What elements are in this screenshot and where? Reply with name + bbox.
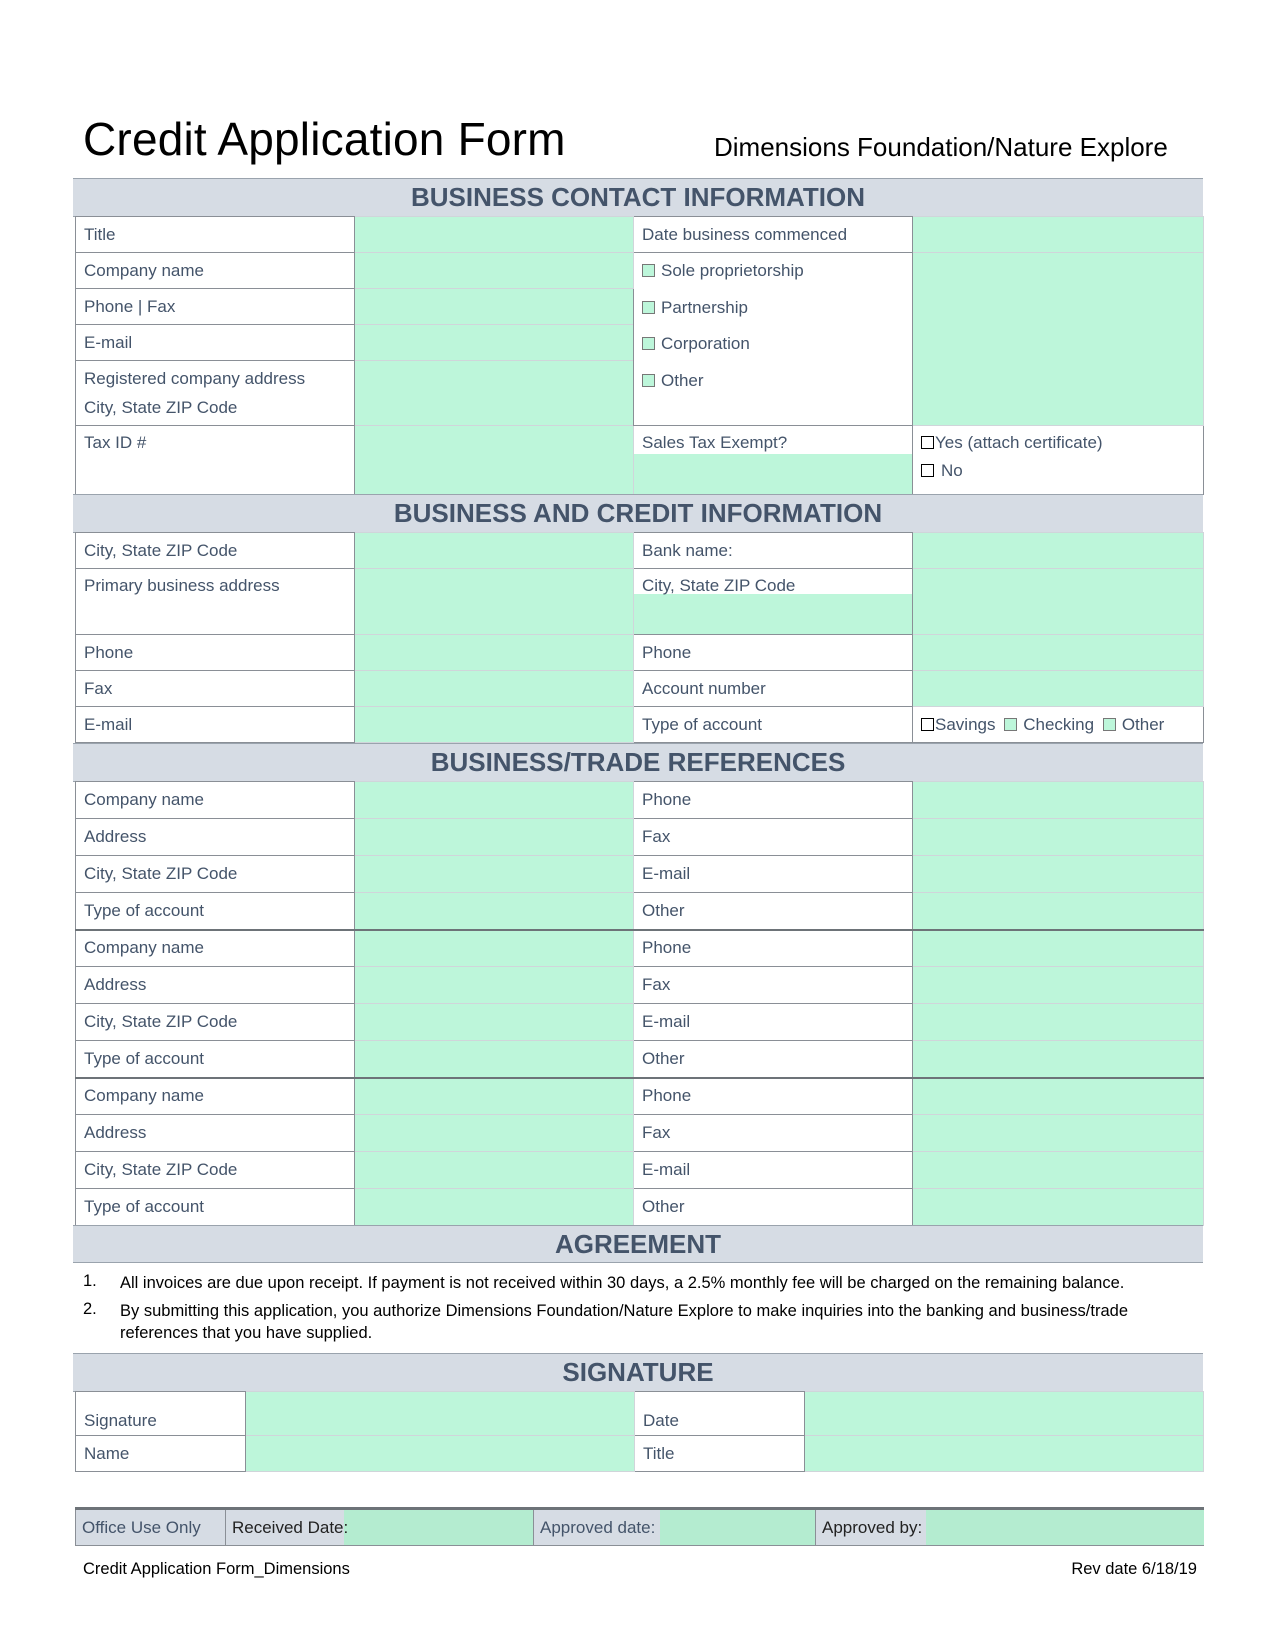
tax-id-label: Tax ID # (76, 426, 355, 495)
date-commenced-field[interactable] (913, 217, 1204, 253)
ref-field[interactable] (913, 967, 1204, 1004)
company-name-field[interactable] (355, 253, 634, 289)
account-type-label: Type of account (634, 707, 913, 743)
ref-field[interactable] (913, 856, 1204, 893)
bank-name-field[interactable] (913, 533, 1204, 569)
ref-field[interactable] (355, 1189, 634, 1226)
approved-date-field[interactable] (660, 1509, 816, 1546)
signature-label: Signature (76, 1392, 246, 1436)
bank-phone-label: Phone (634, 635, 913, 671)
title-label: Title (76, 217, 355, 253)
ref-label: Company name (76, 1078, 355, 1115)
ref-label: E-mail (634, 1152, 913, 1189)
ref-field[interactable] (913, 1152, 1204, 1189)
ref-label: Other (634, 1041, 913, 1078)
ref-field[interactable] (913, 1115, 1204, 1152)
credit-phone-label: Phone (76, 635, 355, 671)
credit-phone-field[interactable] (355, 635, 634, 671)
approved-by-field[interactable] (926, 1509, 1204, 1546)
checkbox-icon[interactable] (1004, 718, 1017, 731)
ref-field[interactable] (355, 819, 634, 856)
ref-field[interactable] (913, 893, 1204, 930)
ref-label: City, State ZIP Code (76, 856, 355, 893)
sales-tax-label: Sales Tax Exempt? (642, 433, 788, 452)
checkbox-icon[interactable] (1103, 718, 1116, 731)
signature-title-field[interactable] (805, 1436, 1204, 1472)
ref-field[interactable] (355, 893, 634, 930)
entity-type-options (634, 253, 913, 426)
email-label: E-mail (76, 325, 355, 361)
credit-city-field[interactable] (355, 533, 634, 569)
checkbox-icon[interactable] (642, 337, 655, 350)
account-type-options (913, 707, 1204, 743)
tax-option-yes[interactable]: Yes (attach certificate) (921, 433, 1195, 453)
entity-option-other[interactable]: Other (642, 363, 904, 400)
footer-document-name: Credit Application Form_Dimensions (83, 1560, 350, 1578)
agreement-item-text: By submitting this application, you authorize Dimensions Foundation/Nature Explore to make inquiries into the banking and business/trade references that you have supplied. (120, 1302, 1128, 1342)
ref-field[interactable] (913, 1078, 1204, 1115)
ref-label: Address (76, 1115, 355, 1152)
ref-label: Phone (634, 930, 913, 967)
bank-phone-field[interactable] (913, 635, 1204, 671)
tax-id-field[interactable] (355, 426, 634, 495)
ref-label: Fax (634, 819, 913, 856)
ref-label: Phone (634, 782, 913, 819)
ref-field[interactable] (913, 782, 1204, 819)
bank-city-field-2[interactable] (913, 569, 1204, 635)
approved-date-label: Approved date: (534, 1509, 660, 1546)
signature-date-label: Date (635, 1392, 805, 1436)
bank-name-label: Bank name: (634, 533, 913, 569)
received-date-label: Received Date: (226, 1509, 344, 1546)
signature-table (75, 1391, 1204, 1472)
contact-section-header: BUSINESS CONTACT INFORMATION (73, 178, 1203, 217)
organization-name: Dimensions Foundation/Nature Explore (714, 132, 1168, 162)
entity-other-field[interactable] (913, 253, 1204, 426)
ref-label: Fax (634, 1115, 913, 1152)
signature-field[interactable] (246, 1392, 635, 1436)
credit-section-header: BUSINESS AND CREDIT INFORMATION (73, 494, 1203, 533)
checkbox-icon[interactable] (642, 374, 655, 387)
signature-title-label: Title (635, 1436, 805, 1472)
phone-fax-label: Phone | Fax (76, 289, 355, 325)
bank-city-label: City, State ZIP Code (642, 576, 796, 595)
ref-field[interactable] (355, 967, 634, 1004)
ref-label: E-mail (634, 856, 913, 893)
ref-label: City, State ZIP Code (76, 1004, 355, 1041)
ref-field[interactable] (355, 782, 634, 819)
ref-field[interactable] (355, 1004, 634, 1041)
phone-fax-field[interactable] (355, 289, 634, 325)
primary-address-field[interactable] (355, 569, 634, 635)
ref-label: Address (76, 819, 355, 856)
credit-table (75, 532, 1204, 743)
agreement-item (83, 1300, 1193, 1346)
checkbox-icon[interactable] (642, 301, 655, 314)
ref-label: Address (76, 967, 355, 1004)
ref-label: Other (634, 893, 913, 930)
entity-option-partnership[interactable]: Partnership (642, 290, 904, 327)
date-commenced-label: Date business commenced (634, 217, 913, 253)
registered-address-field[interactable] (355, 361, 634, 426)
account-option-savings[interactable]: Savings (921, 715, 995, 734)
tax-option-no[interactable]: No (921, 461, 1195, 481)
ref-label: E-mail (634, 1004, 913, 1041)
ref-label: Fax (634, 967, 913, 1004)
ref-label: Other (634, 1189, 913, 1226)
ref-field[interactable] (355, 1115, 634, 1152)
primary-address-label: Primary business address (76, 569, 355, 635)
signature-section-header: SIGNATURE (73, 1353, 1203, 1392)
signature-name-field[interactable] (246, 1436, 635, 1472)
ref-field[interactable] (913, 1041, 1204, 1078)
checkbox-icon[interactable] (921, 718, 934, 731)
footer-revision-date: Rev date 6/18/19 (1071, 1560, 1197, 1578)
ref-label: Company name (76, 782, 355, 819)
ref-label: Phone (634, 1078, 913, 1115)
references-table (75, 781, 1204, 1226)
ref-field[interactable] (355, 856, 634, 893)
ref-field[interactable] (355, 1041, 634, 1078)
checkbox-icon[interactable] (921, 464, 934, 477)
company-name-label: Company name (76, 253, 355, 289)
title-field[interactable] (355, 217, 634, 253)
agreement-section-header: AGREEMENT (73, 1225, 1203, 1263)
agreement-item-text: All invoices are due upon receipt. If payment is not received within 30 days, a 2.5% monthly fee will be charged on the remaining balance. (120, 1274, 1125, 1292)
entity-option-sole[interactable]: Sole proprietorship (642, 253, 904, 290)
ref-field[interactable] (355, 1152, 634, 1189)
ref-label: Type of account (76, 1041, 355, 1078)
checkbox-icon[interactable] (921, 436, 934, 449)
ref-field[interactable] (355, 930, 634, 967)
account-number-field[interactable] (913, 671, 1204, 707)
credit-email-label: E-mail (76, 707, 355, 743)
credit-email-field[interactable] (355, 707, 634, 743)
signature-name-label: Name (76, 1436, 246, 1472)
ref-label: Type of account (76, 1189, 355, 1226)
tax-exempt-options (913, 426, 1204, 495)
checkbox-icon[interactable] (642, 264, 655, 277)
agreement-item-number: 2. (83, 1300, 97, 1318)
received-date-field[interactable] (344, 1509, 534, 1546)
ref-field[interactable] (913, 819, 1204, 856)
credit-fax-label: Fax (76, 671, 355, 707)
account-option-other[interactable]: Other (1103, 715, 1165, 734)
ref-label: Type of account (76, 893, 355, 930)
agreement-item-number: 1. (83, 1272, 97, 1290)
contact-table (75, 216, 1204, 495)
ref-label: Company name (76, 930, 355, 967)
agreement-item (83, 1272, 1193, 1296)
sales-tax-field[interactable] (634, 454, 912, 494)
credit-city-label: City, State ZIP Code (76, 533, 355, 569)
page-title: Credit Application Form (83, 113, 566, 165)
ref-label: City, State ZIP Code (76, 1152, 355, 1189)
ref-field[interactable] (913, 1004, 1204, 1041)
office-use-label: Office Use Only (76, 1509, 226, 1546)
credit-fax-field[interactable] (355, 671, 634, 707)
signature-date-field[interactable] (805, 1392, 1204, 1436)
ref-field[interactable] (913, 1189, 1204, 1226)
account-number-label: Account number (634, 671, 913, 707)
sales-tax-cell (634, 426, 913, 495)
bank-city-field[interactable] (634, 594, 912, 634)
approved-by-label: Approved by: (816, 1509, 926, 1546)
email-field[interactable] (355, 325, 634, 361)
bank-city-cell (634, 569, 913, 635)
ref-field[interactable] (913, 930, 1204, 967)
account-option-checking[interactable]: Checking (1004, 715, 1094, 734)
ref-field[interactable] (355, 1078, 634, 1115)
entity-option-corporation[interactable]: Corporation (642, 326, 904, 363)
references-section-header: BUSINESS/TRADE REFERENCES (73, 743, 1203, 782)
registered-address-label: Registered company address City, State ZIP Code (76, 361, 355, 426)
office-use-table (75, 1507, 1204, 1546)
